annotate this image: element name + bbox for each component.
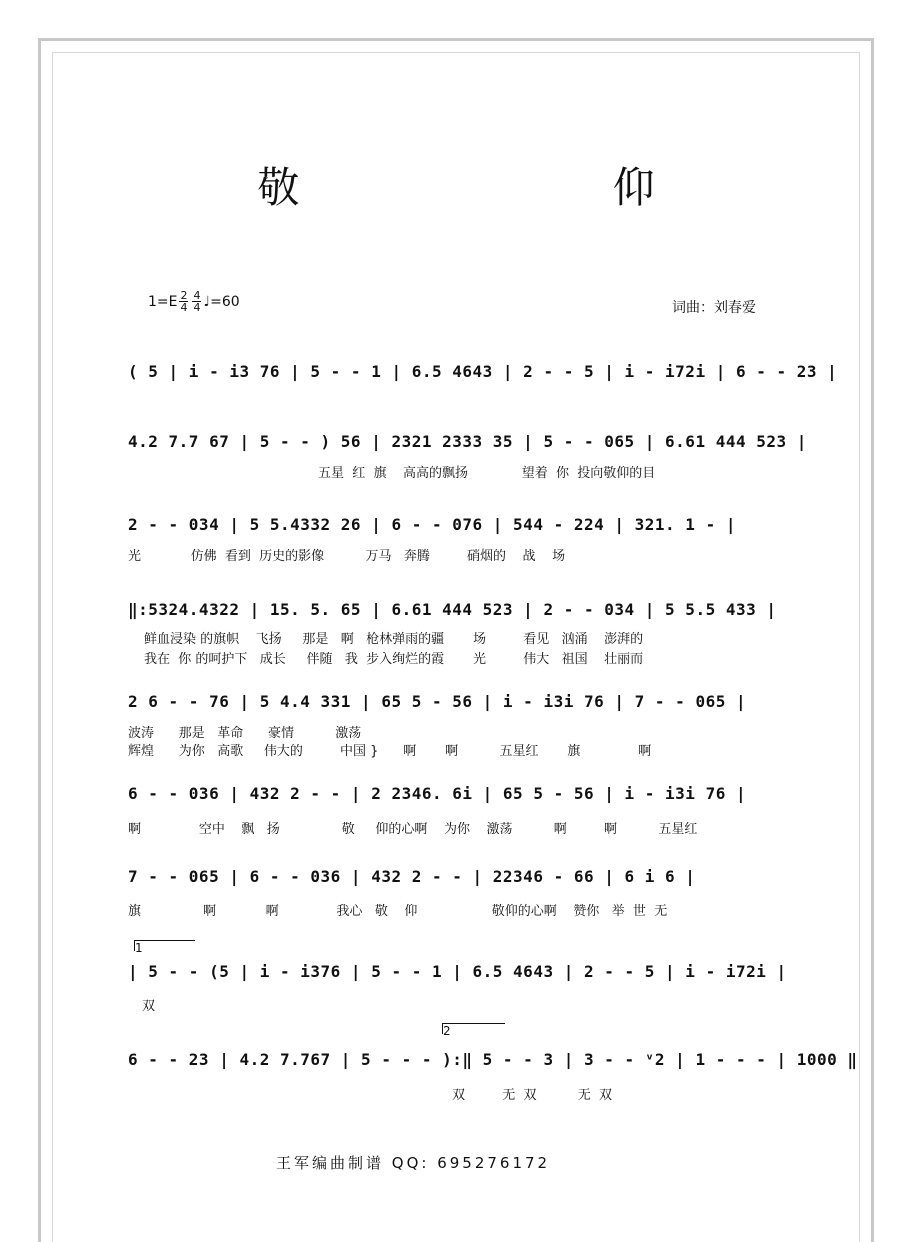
score-line: 6 - - 23 | 4.2 7.767 | 5 - - - ):‖ 5 - - 3 | 3 - - ᵛ2 | 1 - - - | 1000 ‖ (128, 1050, 858, 1069)
lyric-line: 光 仿佛 看到 历史的影像 万马 奔腾 硝烟的 战 场 (128, 549, 566, 564)
score-line: 6 - - 036 | 432 2 - - | 2 2346. 6i | 65 5 - 56 | i - i3i 76 | (128, 784, 747, 803)
lyric-line: 鲜血浸染 的旗帜 飞扬 那是 啊 枪林弹雨的疆 场 看见 汹涌 澎湃的 (144, 632, 644, 647)
score-line: 2 6 - - 76 | 5 4.4 331 | 65 5 - 56 | i - i3i 76 | 7 - - 065 | (128, 692, 747, 711)
tempo-marking: ♩=60 (203, 293, 240, 310)
score-line: 7 - - 065 | 6 - - 036 | 432 2 - - | 22346 - 66 | 6 i 6 | (128, 867, 696, 886)
score-line: 2 - - 034 | 5 5.4332 26 | 6 - - 076 | 544 - 224 | 321. 1 - | (128, 515, 736, 534)
footer-credit: 王军编曲制谱 QQ: 695276172 (276, 1154, 551, 1172)
time-signature-b: $\frac{4}{4}$ (193, 289, 201, 314)
score-line: | 5 - - (5 | i - i376 | 5 - - 1 | 6.5 4643 | 2 - - 5 | i - i72i | (128, 962, 787, 981)
lyric-line: 双 (142, 999, 156, 1014)
lyric-line: 五星 红 旗 高高的飘扬 望着 你 投向敬仰的目 (318, 466, 656, 481)
lyric-line: 啊 空中 飘 扬 敬 仰的心啊 为你 激荡 啊 啊 五星红 (128, 822, 698, 837)
time-signature-a: $\frac{2}{4}$ (180, 289, 188, 314)
lyric-line: 波涛 那是 革命 豪情 激荡 (128, 726, 362, 741)
credit: 词曲：刘春爱 (672, 300, 756, 316)
score-line: ‖:5324.4322 | 15. 5. 65 | 6.61 444 523 | 2 - - 034 | 5 5.5 433 | (128, 600, 777, 619)
lyric-line: 辉煌 为你 高歌 伟大的 中国 } 啊 啊 五星红 旗 啊 (128, 744, 652, 759)
key-label: 1=E (148, 293, 178, 310)
volta-bracket-2: 2 (442, 1023, 505, 1034)
volta-bracket-1: 1 (134, 940, 195, 951)
score-line: 4.2 7.7 67 | 5 - - ) 56 | 2321 2333 35 | 5 - - 065 | 6.61 444 523 | (128, 432, 807, 451)
score-line: ( 5 | i - i3 76 | 5 - - 1 | 6.5 4643 | 2 - - 5 | i - i72i | 6 - - 23 | (128, 362, 838, 381)
lyric-line: 双 无 双 无 双 (452, 1088, 613, 1103)
lyric-line: 旗 啊 啊 我心 敬 仰 敬仰的心啊 赞你 举 世 无 (128, 904, 668, 919)
lyric-line: 我在 你 的呵护下 成长 伴随 我 步入绚烂的霞 光 伟大 祖国 壮丽而 (144, 652, 644, 667)
song-title: 敬 仰 (257, 163, 805, 212)
key-signature (148, 290, 240, 313)
